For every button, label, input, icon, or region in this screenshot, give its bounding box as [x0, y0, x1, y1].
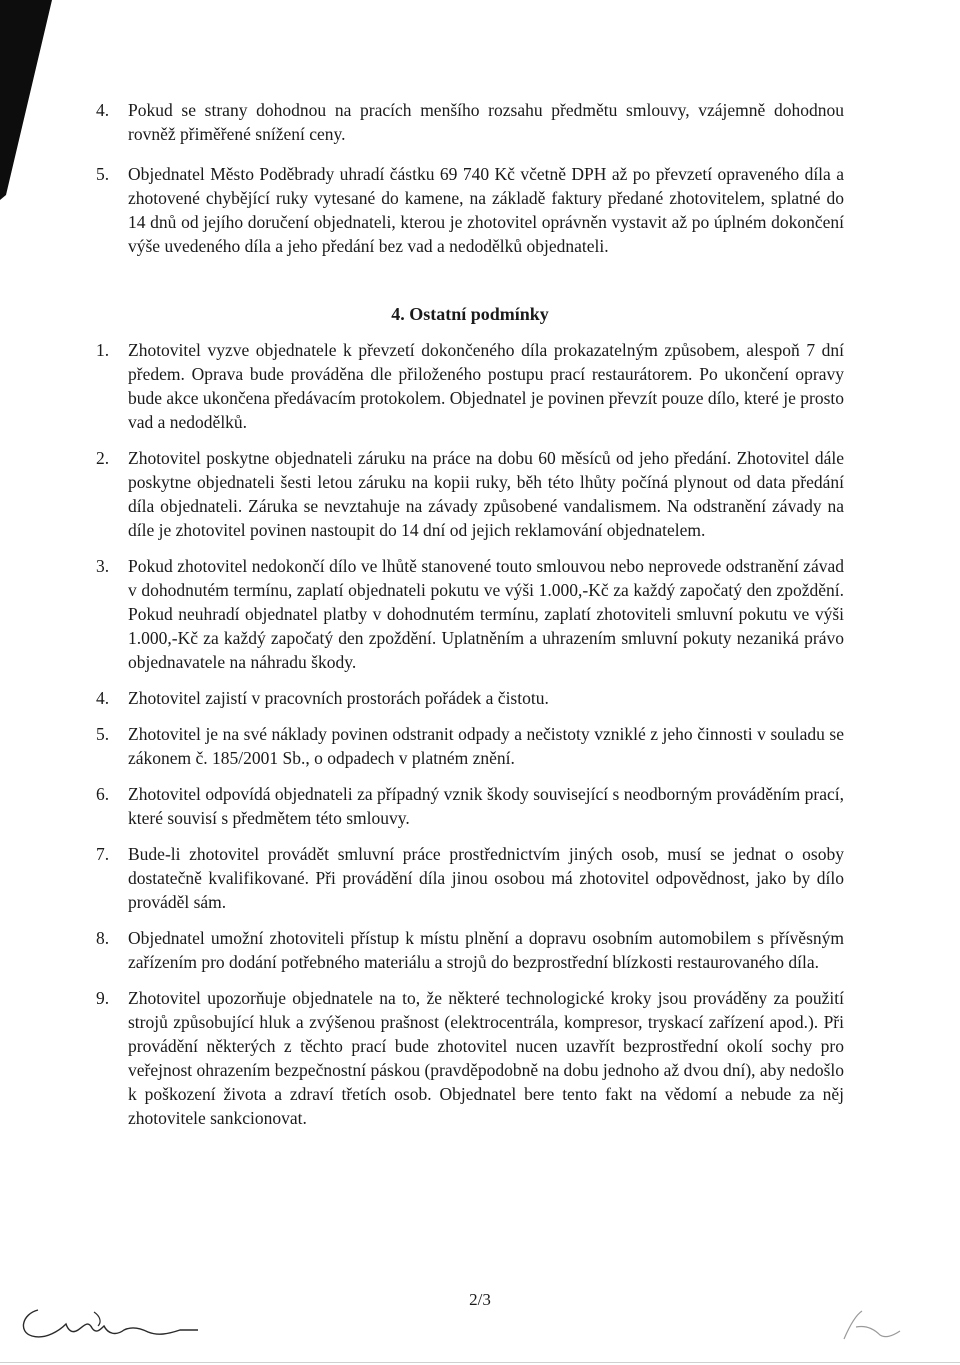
item-text: Objednatel Město Poděbrady uhradí částku 69 740 Kč včetně DPH až po převzetí opraveného díla a zhotovené chybějící ruky vytesané do kamene, na základě faktury předané zhotovitelem, splatné do 14 dnů od jejího doručení objednateli, kterou je zhotovitel oprávněn vystavit až po úplném dokončení výše uvedeného díla a jeho předání bez vad a nedodělků objednateli.: [128, 164, 844, 256]
item-number: 4.: [96, 100, 110, 120]
item-text: Zhotovitel poskytne objednateli záruku na práce na dobu 60 měsíců od jeho předání. Zhotovitel dále poskytne objednateli šesti letou záruku na kopii ruky, běh této lhůty počíná plynout od data předání díla objednateli. Záruka se nevztahuje na závady způsobené vandalismem. Na odstranění závady na díle je zhotovitel povinen nastoupit do 14 dní od jejich reklamování objednatelem.: [128, 448, 844, 540]
item-number: 1.: [96, 340, 110, 360]
item-text: Zhotovitel zajistí v pracovních prostorách pořádek a čistotu.: [128, 688, 549, 708]
scan-bottom-edge: [0, 1362, 960, 1363]
list-item: [96, 686, 844, 710]
item-text: Zhotovitel vyzve objednatele k převzetí dokončeného díla prokazatelným způsobem, alespoň 7 dní předem. Oprava bude prováděna dle přiloženého postupu prací restaurátorem. Po ukončení opravy bude akce ukončena předávacím protokolem. Objednatel je povinen převzít pouze dílo, které je prosto vad a nedodělků.: [128, 340, 844, 432]
list-item: [96, 926, 844, 974]
item-text: Zhotovitel upozorňuje objednatele na to, že některé technologické kroky jsou prováděny za použití strojů způsobující hluk a zvýšenou prašnost (elektrocentrála, kompresor, tryskací zařízení apod.). Při provádění některých z těchto prací bude zhotovitel nucen uzavřít bezprostřední okolí sochy pro veřejnost ohrazením bezpečnostní páskou (pravděpodobně na dobu jednoho až dvou dní), aby nedošlo k poškození života a zdraví třetích osob. Objednatel bere tento fakt na vědomí a nebude za něj zhotovitele sankcionovat.: [128, 988, 844, 1128]
item-text: Zhotovitel je na své náklady povinen odstranit odpady a nečistoty vzniklé z jeho činnosti v souladu se zákonem č. 185/2001 Sb., o odpadech v platném znění.: [128, 724, 844, 768]
scan-edge-shadow: [0, 0, 60, 200]
item-number: 8.: [96, 928, 110, 948]
list-item: [96, 722, 844, 770]
item-number: 2.: [96, 448, 110, 468]
item-number: 7.: [96, 844, 110, 864]
list-item: [96, 986, 844, 1130]
item-text: Objednatel umožní zhotoviteli přístup k místu plnění a dopravu osobním automobilem s přívěsným zařízením pro dodání potřebného materiálu a strojů do bezprostřední blízkosti restaurovaného díla.: [128, 928, 844, 972]
item-text: Pokud se strany dohodnou na pracích menšího rozsahu předmětu smlouvy, vzájemně dohodnou rovněž přiměřené snížení ceny.: [128, 100, 844, 144]
signature-image: [8, 1290, 208, 1350]
item-text: Zhotovitel odpovídá objednateli za případný vznik škody související s neodborným prováděním prací, které souvisí s předmětem této smlouvy.: [128, 784, 844, 828]
list-item: [96, 446, 844, 542]
document-page: [96, 98, 844, 1130]
page-number: 2/3: [469, 1290, 491, 1309]
item-number: 3.: [96, 556, 110, 576]
list-item: [96, 554, 844, 674]
list-item: [96, 98, 844, 146]
item-number: 5.: [96, 724, 110, 744]
item-number: 6.: [96, 784, 110, 804]
item-text: Bude-li zhotovitel provádět smluvní práce prostřednictvím jiných osob, musí se jednat o osoby dostatečně kvalifikované. Při provádění díla jinou osobou má zhotovitel odpovědnost, jako by dílo prováděl sám.: [128, 844, 844, 912]
section-heading: 4. Ostatní podmínky: [391, 304, 549, 324]
item-number: 4.: [96, 688, 110, 708]
item-number: 9.: [96, 988, 110, 1008]
initials-image: [836, 1305, 906, 1345]
list-item: [96, 782, 844, 830]
list-item: [96, 842, 844, 914]
list-item: [96, 162, 844, 258]
item-number: 5.: [96, 164, 110, 184]
list-item: [96, 338, 844, 434]
item-text: Pokud zhotovitel nedokončí dílo ve lhůtě stanovené touto smlouvou nebo neprovede odstranění závad v dohodnutém termínu, zaplatí objednateli pokutu ve výši 1.000,-Kč za každý započatý den zpoždění. Pokud neuhradí objednatel platby v dohodnutém termínu, zaplatí zhotoviteli smluvní pokutu ve výši 1.000,-Kč za každý započatý den zpoždění. Uplatněním a uhrazením smluvní pokuty nezaniká právo objednavatele na náhradu škody.: [128, 556, 844, 672]
